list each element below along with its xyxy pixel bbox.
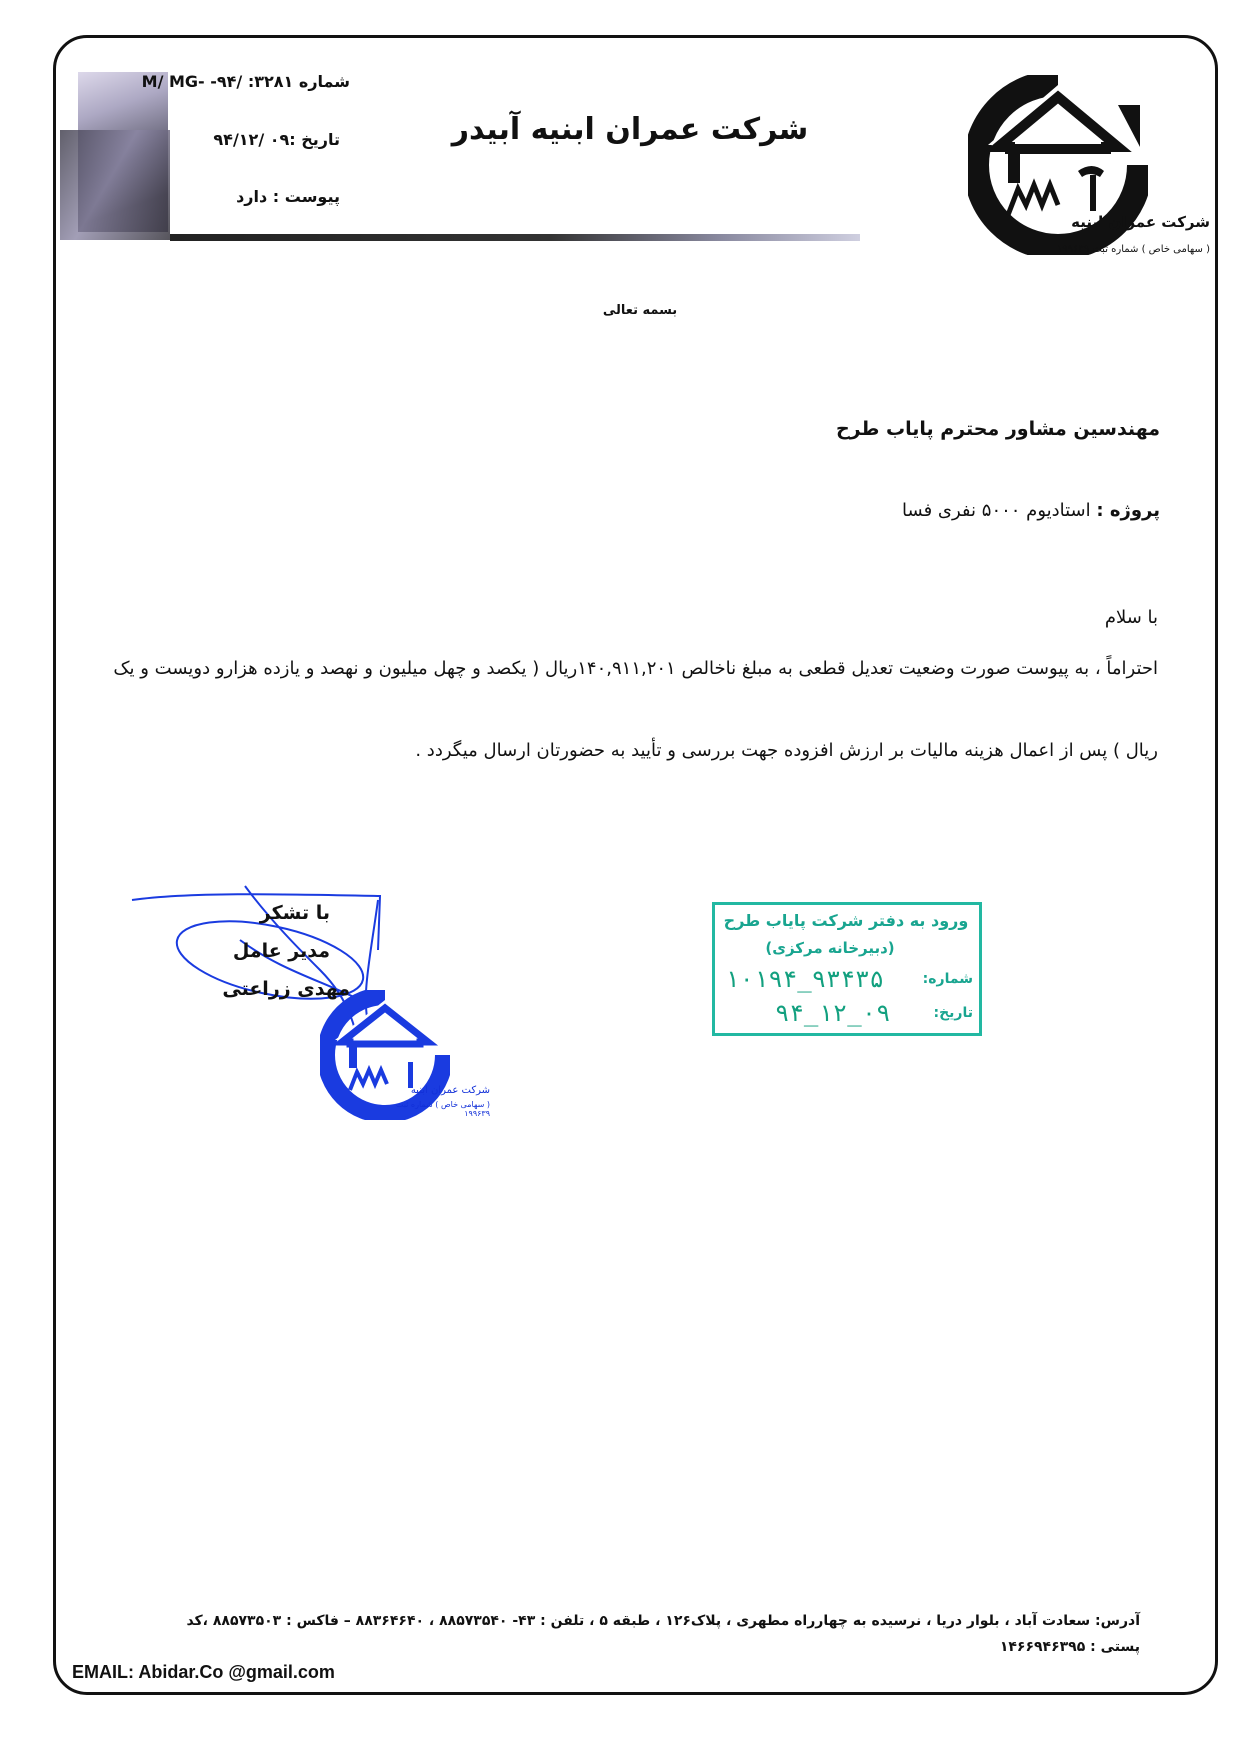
signature-name: مهدی زراعتی xyxy=(222,978,350,1000)
receipt-stamp xyxy=(712,902,982,1036)
letterhead-frame xyxy=(53,35,1218,1695)
logo-registration: ( سهامی خاص ) شماره ثبت ۱۹۹۶۳۹ xyxy=(1056,244,1210,255)
greeting: با سلام xyxy=(1104,607,1158,628)
signature-closing: با تشکر xyxy=(259,902,330,924)
stamp-caption: شرکت عمران ابنیه xyxy=(410,1085,490,1096)
letter-body: احتراماً ، به پیوست صورت وضعیت تعدیل قطعی به مبلغ ناخالص ۱۴۰,۹۱۱,۲۰۱ریال ( یکصد و چهل میلیون و نهصد و یازده هزارو دویست و یک ریال ) پس از اعمال هزینه مالیات بر ارزش افزوده جهت بررسی و تأیید به حضورتان ارسال میگردد . xyxy=(113,658,1158,761)
stamp-registration: ( سهامی خاص ) شماره ثبت ۱۹۹۶۳۹ xyxy=(395,1100,490,1118)
receipt-title: ورود به دفتر شرکت پایاب طرح xyxy=(723,911,969,930)
project-label: پروژه : xyxy=(1096,500,1160,521)
receipt-number-value: ۱۰۱۹۴_۹۳۴۳۵ xyxy=(725,965,884,993)
receipt-date-label: تاریخ: xyxy=(933,1005,973,1021)
project-value: استادیوم ۵۰۰۰ نفری فسا xyxy=(902,500,1091,521)
project-line xyxy=(700,500,1160,521)
footer-email: EMAIL: Abidar.Co @gmail.com xyxy=(72,1662,335,1682)
receipt-date-value: ۹۴_۱۲_۰۹ xyxy=(775,999,891,1027)
receipt-subtitle: (دبیرخانه مرکزی) xyxy=(765,939,895,957)
logo-caption: شرکت عمران ابنیه xyxy=(1071,213,1210,231)
scan-artifact-dark xyxy=(60,130,170,240)
letter-attachment: پیوست : دارد xyxy=(236,187,340,206)
company-title: شرکت عمران ابنیه آبیدر xyxy=(451,112,809,147)
invocation: بسمه تعالی xyxy=(602,303,678,318)
receipt-number-label: شماره: xyxy=(922,971,973,987)
letter-number: شماره ۳۲۸۱: /M/ MG- -۹۴ xyxy=(141,72,350,91)
addressee: مهندسین مشاور محترم پایاب طرح xyxy=(835,418,1160,440)
footer-address: آدرس: سعادت آباد ، بلوار دریا ، نرسیده به چهارراه مطهری ، پلاک۱۲۶ ، طبقه ۵ ، تلفن : ۴۳- ۸۸۵۷۳۵۴۰ ، ۸۸۳۶۴۶۴۰ – فاکس : ۸۸۵۷۳۵۰۳ ،کد پستی : ۱۴۶۶۹۴۶۳۹۵ xyxy=(186,1613,1140,1655)
signature-title: مدیر عامل xyxy=(232,940,330,962)
letter-date: تاریخ :۰۹ /۹۴/۱۲ xyxy=(213,130,340,149)
header-divider xyxy=(170,234,860,241)
